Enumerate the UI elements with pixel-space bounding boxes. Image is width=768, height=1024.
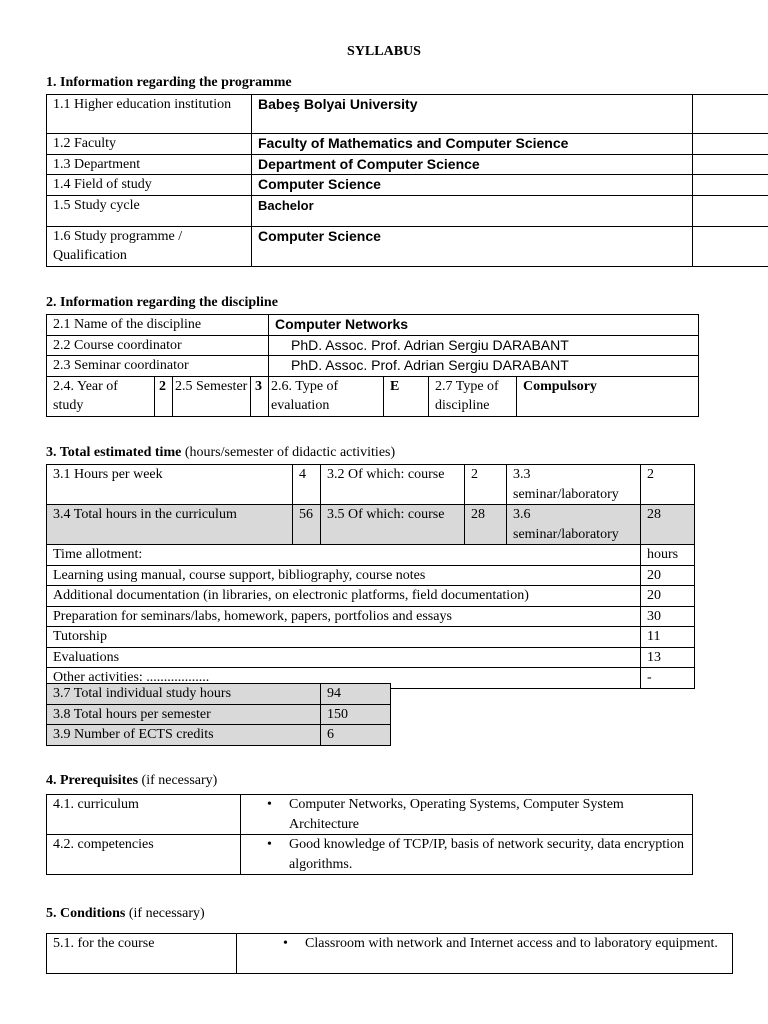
total-value: 6	[321, 725, 391, 746]
section-1-heading: 1. Information regarding the programme	[46, 75, 292, 90]
total-hours-label: 3.4 Total hours in the curriculum	[47, 505, 293, 545]
year-label: 2.4. Year of study	[47, 376, 155, 416]
table-row	[47, 376, 699, 416]
table-row	[47, 606, 695, 627]
total-value: 94	[321, 684, 391, 705]
total-course-label: 3.5 Of which: course	[321, 505, 465, 545]
table-row	[47, 725, 391, 746]
total-label: 3.9 Number of ECTS credits	[47, 725, 321, 746]
year-value: 2	[155, 376, 173, 416]
total-hours-value: 56	[293, 505, 321, 545]
table-row	[47, 545, 695, 566]
total-label: 3.8 Total hours per semester	[47, 704, 321, 725]
table-row	[47, 134, 768, 155]
bullet-icon: •	[267, 837, 272, 852]
department-value: Department of Computer Science	[252, 154, 693, 175]
time-table	[46, 464, 695, 689]
table-row	[47, 647, 695, 668]
curriculum-label: 4.1. curriculum	[47, 795, 241, 835]
faculty-label: 1.2 Faculty	[47, 134, 252, 155]
field-label: 1.4 Field of study	[47, 175, 252, 196]
list-item	[247, 795, 686, 834]
cycle-label: 1.5 Study cycle	[47, 195, 252, 226]
seminar-coordinator-label: 2.3 Seminar coordinator	[47, 356, 269, 377]
activity-label: Tutorship	[47, 627, 641, 648]
table-row	[47, 195, 768, 226]
section-3-heading: 3. Total estimated time (hours/semester of didactic activities)	[46, 445, 396, 460]
table-row	[47, 934, 733, 974]
table-row	[47, 95, 768, 134]
total-label: 3.7 Total individual study hours	[47, 684, 321, 705]
table-row	[47, 586, 695, 607]
institution-label: 1.1 Higher education institution	[47, 95, 252, 134]
semester-value: 3	[251, 376, 269, 416]
section-4-heading: 4. Prerequisites (if necessary)	[46, 773, 218, 788]
total-seminar-label: 3.6 seminar/laboratory	[507, 505, 641, 545]
table-row	[47, 175, 768, 196]
table-row	[47, 565, 695, 586]
course-coordinator-value: PhD. Assoc. Prof. Adrian Sergiu DARABANT	[269, 335, 699, 356]
discipline-name-value: Computer Networks	[269, 315, 699, 336]
total-seminar-value: 28	[641, 505, 695, 545]
course-hours-value: 2	[465, 465, 507, 505]
activity-label: Learning using manual, course support, bibliography, course notes	[47, 565, 641, 586]
institution-value: Babeş Bolyai University	[252, 95, 693, 134]
table-row	[47, 627, 695, 648]
list-item	[247, 835, 686, 874]
course-condition-label: 5.1. for the course	[47, 934, 237, 974]
discipline-type-value: Compulsory	[517, 376, 699, 416]
course-coordinator-label: 2.2 Course coordinator	[47, 335, 269, 356]
department-label: 1.3 Department	[47, 154, 252, 175]
activity-label: Evaluations	[47, 647, 641, 668]
seminar-coordinator-value: PhD. Assoc. Prof. Adrian Sergiu DARABANT	[269, 356, 699, 377]
activity-label: Other activities: ..................	[47, 668, 641, 689]
hours-per-week-label: 3.1 Hours per week	[47, 465, 293, 505]
table-row	[47, 704, 391, 725]
prerequisites-table	[46, 794, 693, 875]
activity-hours: 30	[641, 606, 695, 627]
curriculum-value: Computer Networks, Operating Systems, Computer System Architecture	[289, 797, 624, 832]
table-row	[47, 315, 699, 336]
seminar-hours-label: 3.3 seminar/laboratory	[507, 465, 641, 505]
table-row	[47, 835, 693, 875]
activity-hours: 20	[641, 565, 695, 586]
course-hours-label: 3.2 Of which: course	[321, 465, 465, 505]
table-row	[47, 154, 768, 175]
competencies-value: Good knowledge of TCP/IP, basis of network security, data encryption algorithms.	[289, 837, 685, 872]
activity-label: Preparation for seminars/labs, homework, papers, portfolios and essays	[47, 606, 641, 627]
table-row	[47, 684, 391, 705]
table-row	[47, 356, 699, 377]
seminar-hours-value: 2	[641, 465, 695, 505]
programme-table	[46, 94, 768, 267]
page-title: SYLLABUS	[347, 44, 421, 59]
table-row	[47, 795, 693, 835]
discipline-table	[46, 314, 699, 417]
hours-per-week-value: 4	[293, 465, 321, 505]
evaluation-label: 2.6. Type of evaluation	[269, 376, 384, 416]
evaluation-value: E	[384, 376, 429, 416]
discipline-name-label: 2.1 Name of the discipline	[47, 315, 269, 336]
field-value: Computer Science	[252, 175, 693, 196]
activity-hours: -	[641, 668, 695, 689]
list-item	[243, 934, 726, 954]
study-totals-table	[46, 683, 391, 746]
faculty-value: Faculty of Mathematics and Computer Science	[252, 134, 693, 155]
course-condition-value: Classroom with network and Internet access and to laboratory equipment.	[305, 936, 718, 951]
activity-hours: 11	[641, 627, 695, 648]
table-row	[47, 226, 768, 266]
activity-hours: 20	[641, 586, 695, 607]
table-row	[47, 465, 695, 505]
hours-unit: hours	[641, 545, 695, 566]
section-2-heading: 2. Information regarding the discipline	[46, 295, 278, 310]
programme-label: 1.6 Study programme / Qualification	[47, 226, 252, 266]
programme-value: Computer Science	[252, 226, 693, 266]
bullet-icon: •	[267, 797, 272, 812]
discipline-type-label: 2.7 Type of discipline	[429, 376, 517, 416]
activity-hours: 13	[641, 647, 695, 668]
competencies-label: 4.2. competencies	[47, 835, 241, 875]
table-row	[47, 335, 699, 356]
activity-label: Additional documentation (in libraries, on electronic platforms, field documentation)	[47, 586, 641, 607]
time-allotment-label: Time allotment:	[47, 545, 641, 566]
bullet-icon: •	[283, 936, 288, 951]
total-course-value: 28	[465, 505, 507, 545]
total-value: 150	[321, 704, 391, 725]
conditions-table	[46, 933, 733, 974]
cycle-value: Bachelor	[252, 195, 693, 226]
section-5-heading: 5. Conditions (if necessary)	[46, 906, 205, 921]
semester-label: 2.5 Semester	[173, 376, 251, 416]
table-row	[47, 505, 695, 545]
